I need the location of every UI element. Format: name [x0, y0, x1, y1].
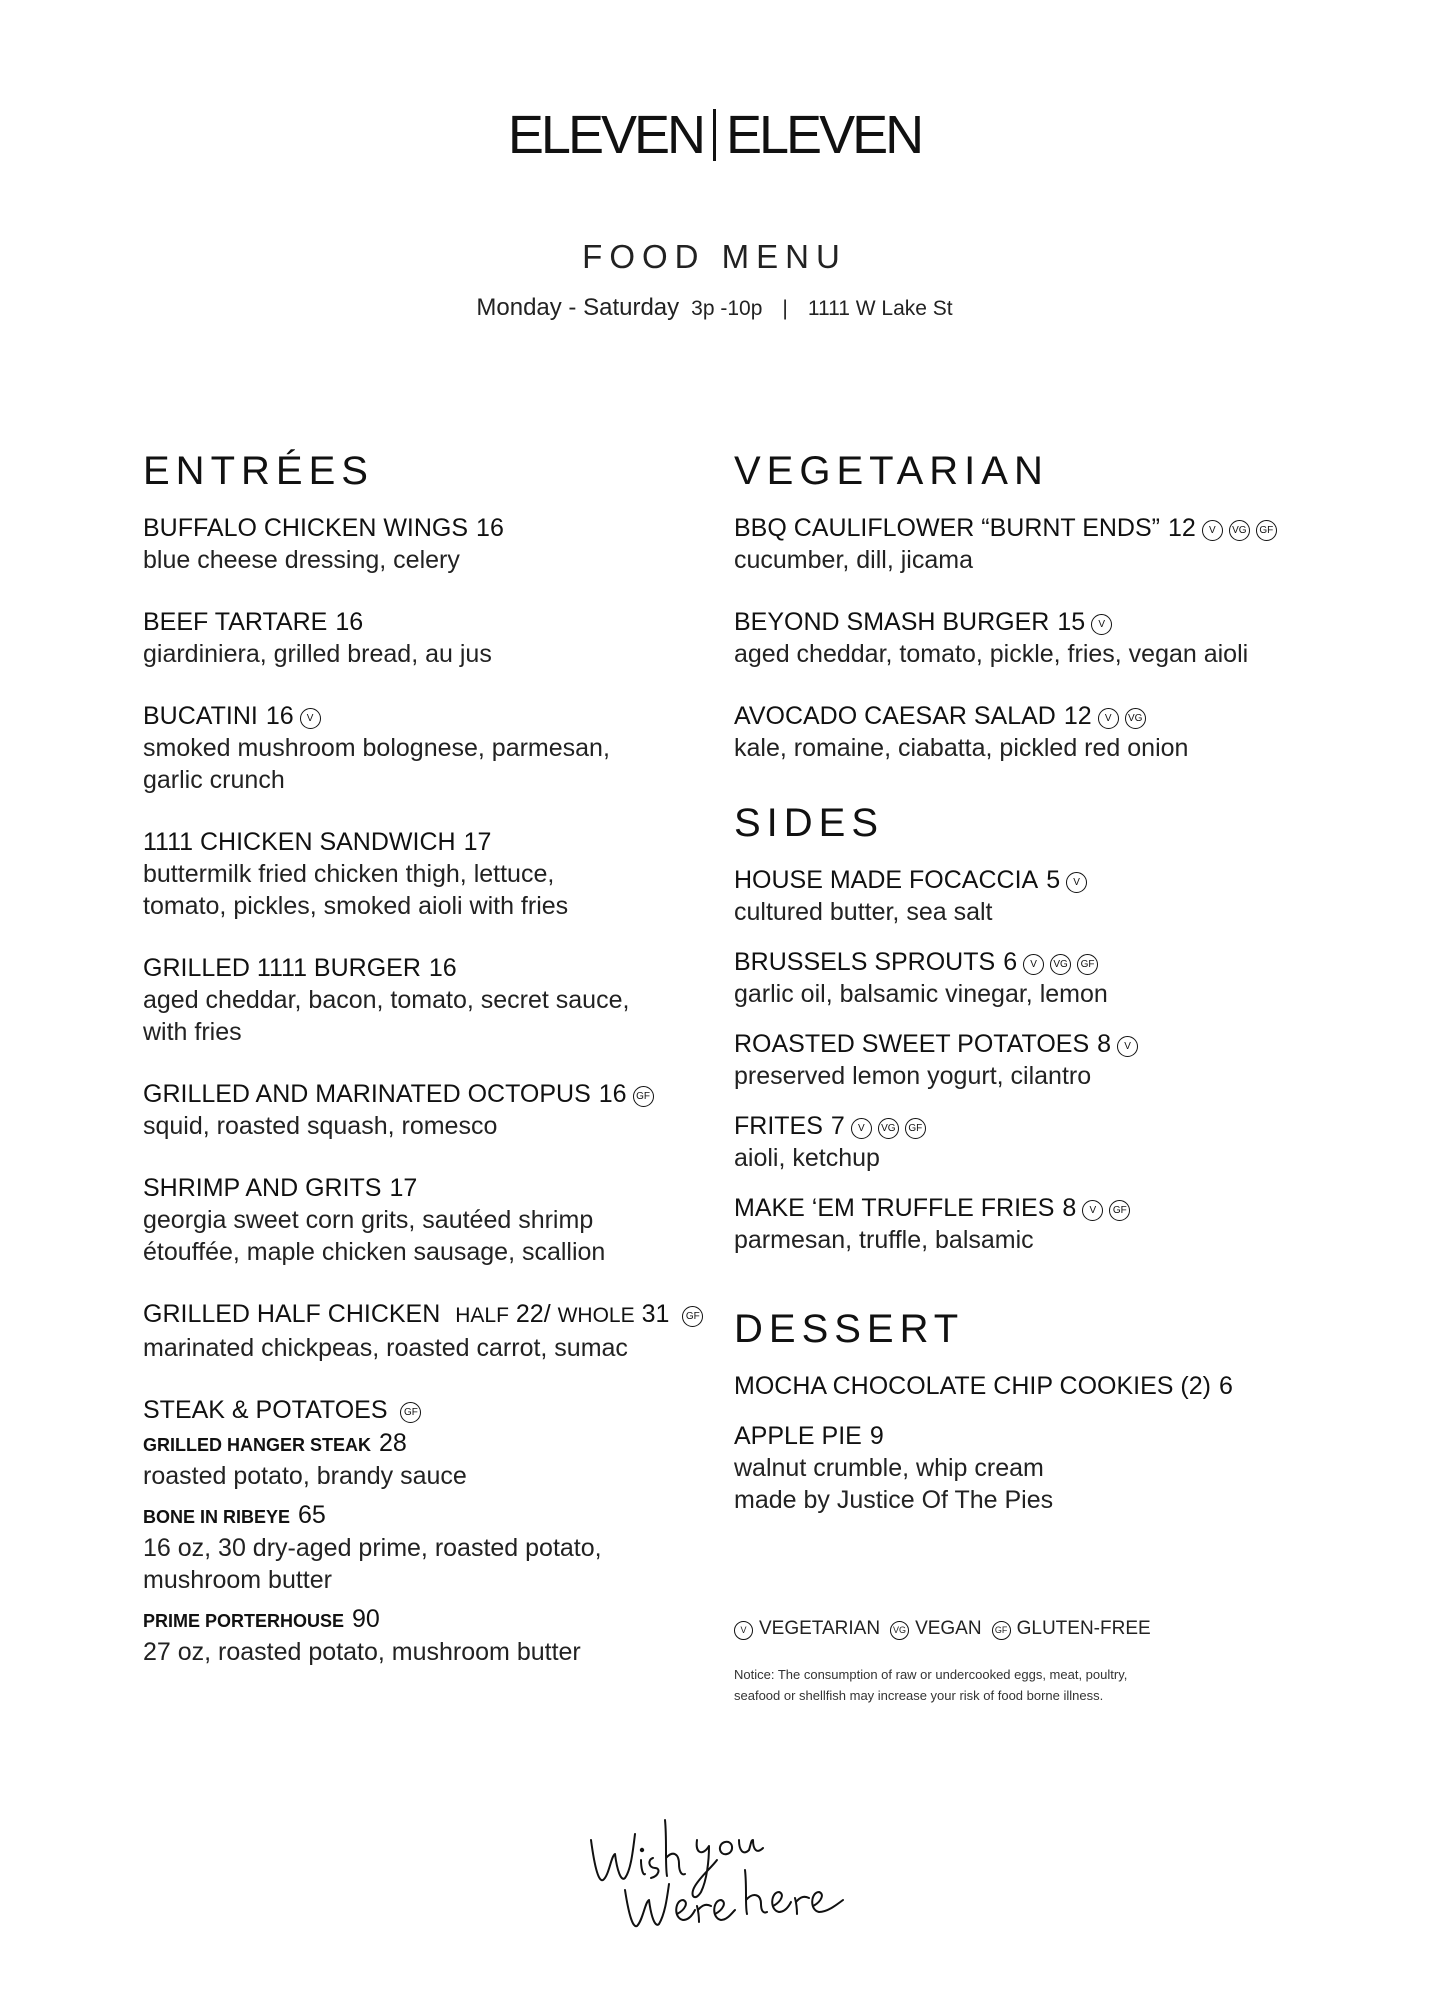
- side-item: [734, 1110, 1354, 1174]
- vegetarian-icon: V: [851, 1118, 872, 1139]
- steak-cut-name: GRILLED HANGER STEAK: [143, 1435, 372, 1455]
- vegan-icon: VG: [1229, 520, 1250, 541]
- hours-time: 3p -10p: [691, 297, 763, 320]
- gluten-free-icon: GF: [992, 1621, 1011, 1640]
- section-title-dessert: DESSERT: [734, 1307, 965, 1351]
- legend-label: VEGAN: [915, 1618, 982, 1639]
- entrees-column: [143, 448, 703, 1698]
- entree-item: [143, 952, 703, 1048]
- item-price: 16: [598, 1080, 627, 1108]
- brand-divider: [713, 109, 716, 161]
- item-price: 12: [1063, 702, 1092, 730]
- item-price: 9: [869, 1422, 884, 1450]
- item-name: ROASTED SWEET POTATOES: [734, 1030, 1090, 1058]
- vegetarian-icon: V: [1202, 520, 1223, 541]
- steak-cut-description: mushroom butter: [143, 1566, 332, 1594]
- hours-separator: |: [782, 297, 788, 320]
- item-header: [143, 1078, 703, 1110]
- dietary-legend: [734, 1618, 1161, 1640]
- hours-line: [0, 294, 1429, 322]
- vegetarian-icon: V: [1117, 1036, 1138, 1057]
- item-description: giardiniera, grilled bread, au jus: [143, 640, 492, 668]
- item-header: [734, 946, 1354, 978]
- gluten-free-icon: GF: [400, 1402, 421, 1423]
- item-description: georgia sweet corn grits, sautéed shrimp: [143, 1206, 594, 1234]
- section-title-vegetarian: VEGETARIAN: [734, 449, 1049, 493]
- item-header: [143, 1298, 703, 1332]
- entree-item: [143, 606, 703, 670]
- steak-cut-header: [143, 1604, 703, 1636]
- address: 1111 W Lake St: [807, 297, 953, 320]
- dessert-item: [734, 1370, 1354, 1402]
- item-header: [143, 606, 703, 638]
- item-name: GRILLED 1111 BURGER: [143, 954, 421, 982]
- vegetarian-icon: V: [734, 1621, 753, 1640]
- item-header: [734, 1420, 1354, 1452]
- sides-list: [734, 864, 1354, 1256]
- item-price: 8: [1062, 1194, 1077, 1222]
- item-price: 6: [1003, 948, 1018, 976]
- item-description: squid, roasted squash, romesco: [143, 1112, 498, 1140]
- item-name: BEYOND SMASH BURGER: [734, 608, 1050, 636]
- item-description: cultured butter, sea salt: [734, 898, 993, 926]
- whole-label: WHOLE: [557, 1304, 635, 1327]
- item-header: [734, 606, 1354, 638]
- vegetarian-icon: V: [300, 708, 321, 729]
- menu-item-steak: [143, 1394, 703, 1668]
- brand-left: ELEVEN: [507, 105, 703, 165]
- gluten-free-icon: GF: [905, 1118, 926, 1139]
- vegetarian-icon: V: [1082, 1200, 1103, 1221]
- item-name: FRITES: [734, 1112, 823, 1140]
- item-price: 17: [463, 828, 492, 856]
- item-description: marinated chickpeas, roasted carrot, sumac: [143, 1334, 628, 1362]
- gluten-free-icon: GF: [1109, 1200, 1130, 1221]
- item-name: BRUSSELS SPROUTS: [734, 948, 996, 976]
- item-price: 7: [830, 1112, 845, 1140]
- vegetarian-item: [734, 606, 1354, 670]
- steak-cut-name: PRIME PORTERHOUSE: [143, 1611, 345, 1631]
- item-name: AVOCADO CAESAR SALAD: [734, 702, 1056, 730]
- entree-item: [143, 700, 703, 796]
- item-price: 5: [1046, 866, 1061, 894]
- steak-cut-price: 28: [379, 1429, 407, 1457]
- item-description: with fries: [143, 1018, 242, 1046]
- entree-list: [143, 512, 703, 1268]
- item-header: [143, 700, 703, 732]
- steak-cut-description: roasted potato, brandy sauce: [143, 1462, 467, 1490]
- item-description: aioli, ketchup: [734, 1144, 880, 1172]
- vegetarian-icon: V: [1098, 708, 1119, 729]
- item-price: 12: [1167, 514, 1196, 542]
- vegetarian-item: [734, 512, 1354, 576]
- steak-cut-description: 16 oz, 30 dry-aged prime, roasted potato,: [143, 1534, 602, 1562]
- whole-price: 31: [641, 1300, 670, 1328]
- item-description: étouffée, maple chicken sausage, scallion: [143, 1238, 606, 1266]
- half-price: 22/: [515, 1300, 551, 1328]
- item-name: MAKE ‘EM TRUFFLE FRIES: [734, 1194, 1055, 1222]
- item-description: aged cheddar, tomato, pickle, fries, vegan aioli: [734, 640, 1249, 668]
- item-name: HOUSE MADE FOCACCIA: [734, 866, 1039, 894]
- vegan-icon: VG: [878, 1118, 899, 1139]
- item-price: 17: [389, 1174, 418, 1202]
- legend-label: GLUTEN-FREE: [1016, 1618, 1151, 1639]
- vegetarian-item: [734, 700, 1354, 764]
- item-header: [734, 1370, 1354, 1402]
- steak-cut: [143, 1428, 703, 1492]
- vegan-icon: VG: [890, 1621, 909, 1640]
- item-name: MOCHA CHOCOLATE CHIP COOKIES (2): [734, 1372, 1211, 1400]
- item-description: buttermilk fried chicken thigh, lettuce,: [143, 860, 555, 888]
- item-header: [734, 1192, 1354, 1224]
- item-description: preserved lemon yogurt, cilantro: [734, 1062, 1092, 1090]
- item-name: SHRIMP AND GRITS: [143, 1174, 382, 1202]
- entree-item: [143, 1172, 703, 1268]
- item-description: walnut crumble, whip cream: [734, 1454, 1044, 1482]
- vegetarian-list: [734, 512, 1354, 764]
- item-price: 16: [335, 608, 364, 636]
- item-header: [143, 1394, 703, 1426]
- item-header: [734, 512, 1354, 544]
- brand-logo: [0, 104, 1429, 166]
- legend-entry: [992, 1618, 1151, 1639]
- item-name: 1111 CHICKEN SANDWICH: [143, 828, 456, 856]
- item-header: [143, 826, 703, 858]
- item-price: 16: [428, 954, 457, 982]
- item-header: [734, 700, 1354, 732]
- side-item: [734, 946, 1354, 1010]
- gluten-free-icon: GF: [633, 1086, 654, 1107]
- item-description: smoked mushroom bolognese, parmesan,: [143, 734, 610, 762]
- item-name: STEAK & POTATOES: [143, 1396, 388, 1424]
- steak-cut: [143, 1604, 703, 1668]
- steak-cuts: [143, 1428, 703, 1668]
- legend-entry: [890, 1618, 982, 1639]
- item-description: cucumber, dill, jicama: [734, 546, 973, 574]
- section-title-entrees: ENTRÉES: [143, 449, 374, 493]
- side-item: [734, 1028, 1354, 1092]
- menu-item-half-chicken: [143, 1298, 703, 1364]
- item-price: 6: [1218, 1372, 1233, 1400]
- food-safety-notice: Notice: The consumption of raw or undercooked eggs, meat, poultry, seafood or shellfish may increase your risk of food borne illness.: [734, 1667, 1128, 1703]
- dessert-list: [734, 1370, 1354, 1516]
- gluten-free-icon: GF: [1077, 954, 1098, 975]
- dessert-item: [734, 1420, 1354, 1516]
- item-price: 16: [265, 702, 294, 730]
- item-header: [734, 1028, 1354, 1060]
- right-column: [734, 448, 1354, 1534]
- handwritten-signature: [585, 1810, 855, 1940]
- item-name: GRILLED AND MARINATED OCTOPUS: [143, 1080, 591, 1108]
- item-description: aged cheddar, bacon, tomato, secret sauce,: [143, 986, 630, 1014]
- item-price: 16: [476, 514, 504, 542]
- gluten-free-icon: GF: [682, 1306, 703, 1327]
- item-description: blue cheese dressing, celery: [143, 546, 460, 574]
- gluten-free-icon: GF: [1256, 520, 1277, 541]
- side-item: [734, 1192, 1354, 1256]
- item-description: garlic crunch: [143, 766, 285, 794]
- item-name: BUCATINI: [143, 702, 258, 730]
- item-name: BUFFALO CHICKEN WINGS: [143, 514, 469, 542]
- steak-cut: [143, 1500, 703, 1596]
- vegan-icon: VG: [1050, 954, 1071, 975]
- steak-cut-description: 27 oz, roasted potato, mushroom butter: [143, 1638, 581, 1666]
- item-header: [734, 864, 1354, 896]
- steak-cut-price: 90: [352, 1605, 380, 1633]
- steak-cut-price: 65: [298, 1501, 326, 1529]
- item-name: APPLE PIE: [734, 1422, 862, 1450]
- steak-cut-name: BONE IN RIBEYE: [143, 1507, 291, 1527]
- entree-item: [143, 512, 703, 576]
- item-description: kale, romaine, ciabatta, pickled red onion: [734, 734, 1189, 762]
- vegan-icon: VG: [1125, 708, 1146, 729]
- legend-label: VEGETARIAN: [759, 1618, 881, 1639]
- steak-cut-header: [143, 1500, 703, 1532]
- item-name: BBQ CAULIFLOWER “BURNT ENDS”: [734, 514, 1160, 542]
- item-price: 8: [1097, 1030, 1112, 1058]
- hours-days: Monday - Saturday: [476, 294, 680, 321]
- vegetarian-icon: V: [1091, 614, 1112, 635]
- side-item: [734, 864, 1354, 928]
- item-header: [143, 1172, 703, 1204]
- legend-entry: [734, 1618, 880, 1639]
- item-description: parmesan, truffle, balsamic: [734, 1226, 1034, 1254]
- item-name: GRILLED HALF CHICKEN: [143, 1300, 441, 1328]
- steak-cut-header: [143, 1428, 703, 1460]
- vegetarian-icon: V: [1023, 954, 1044, 975]
- half-label: HALF: [455, 1304, 509, 1327]
- item-description: garlic oil, balsamic vinegar, lemon: [734, 980, 1108, 1008]
- item-header: [143, 512, 703, 544]
- item-price: 15: [1057, 608, 1086, 636]
- brand-right: ELEVEN: [726, 105, 922, 165]
- menu-title: FOOD MENU: [582, 238, 847, 275]
- item-header: [734, 1110, 1354, 1142]
- item-description: made by Justice Of The Pies: [734, 1486, 1054, 1514]
- item-header: [143, 952, 703, 984]
- item-name: BEEF TARTARE: [143, 608, 328, 636]
- entree-item: [143, 826, 703, 922]
- vegetarian-icon: V: [1066, 872, 1087, 893]
- section-title-sides: SIDES: [734, 801, 885, 845]
- entree-item: [143, 1078, 703, 1142]
- item-description: tomato, pickles, smoked aioli with fries: [143, 892, 569, 920]
